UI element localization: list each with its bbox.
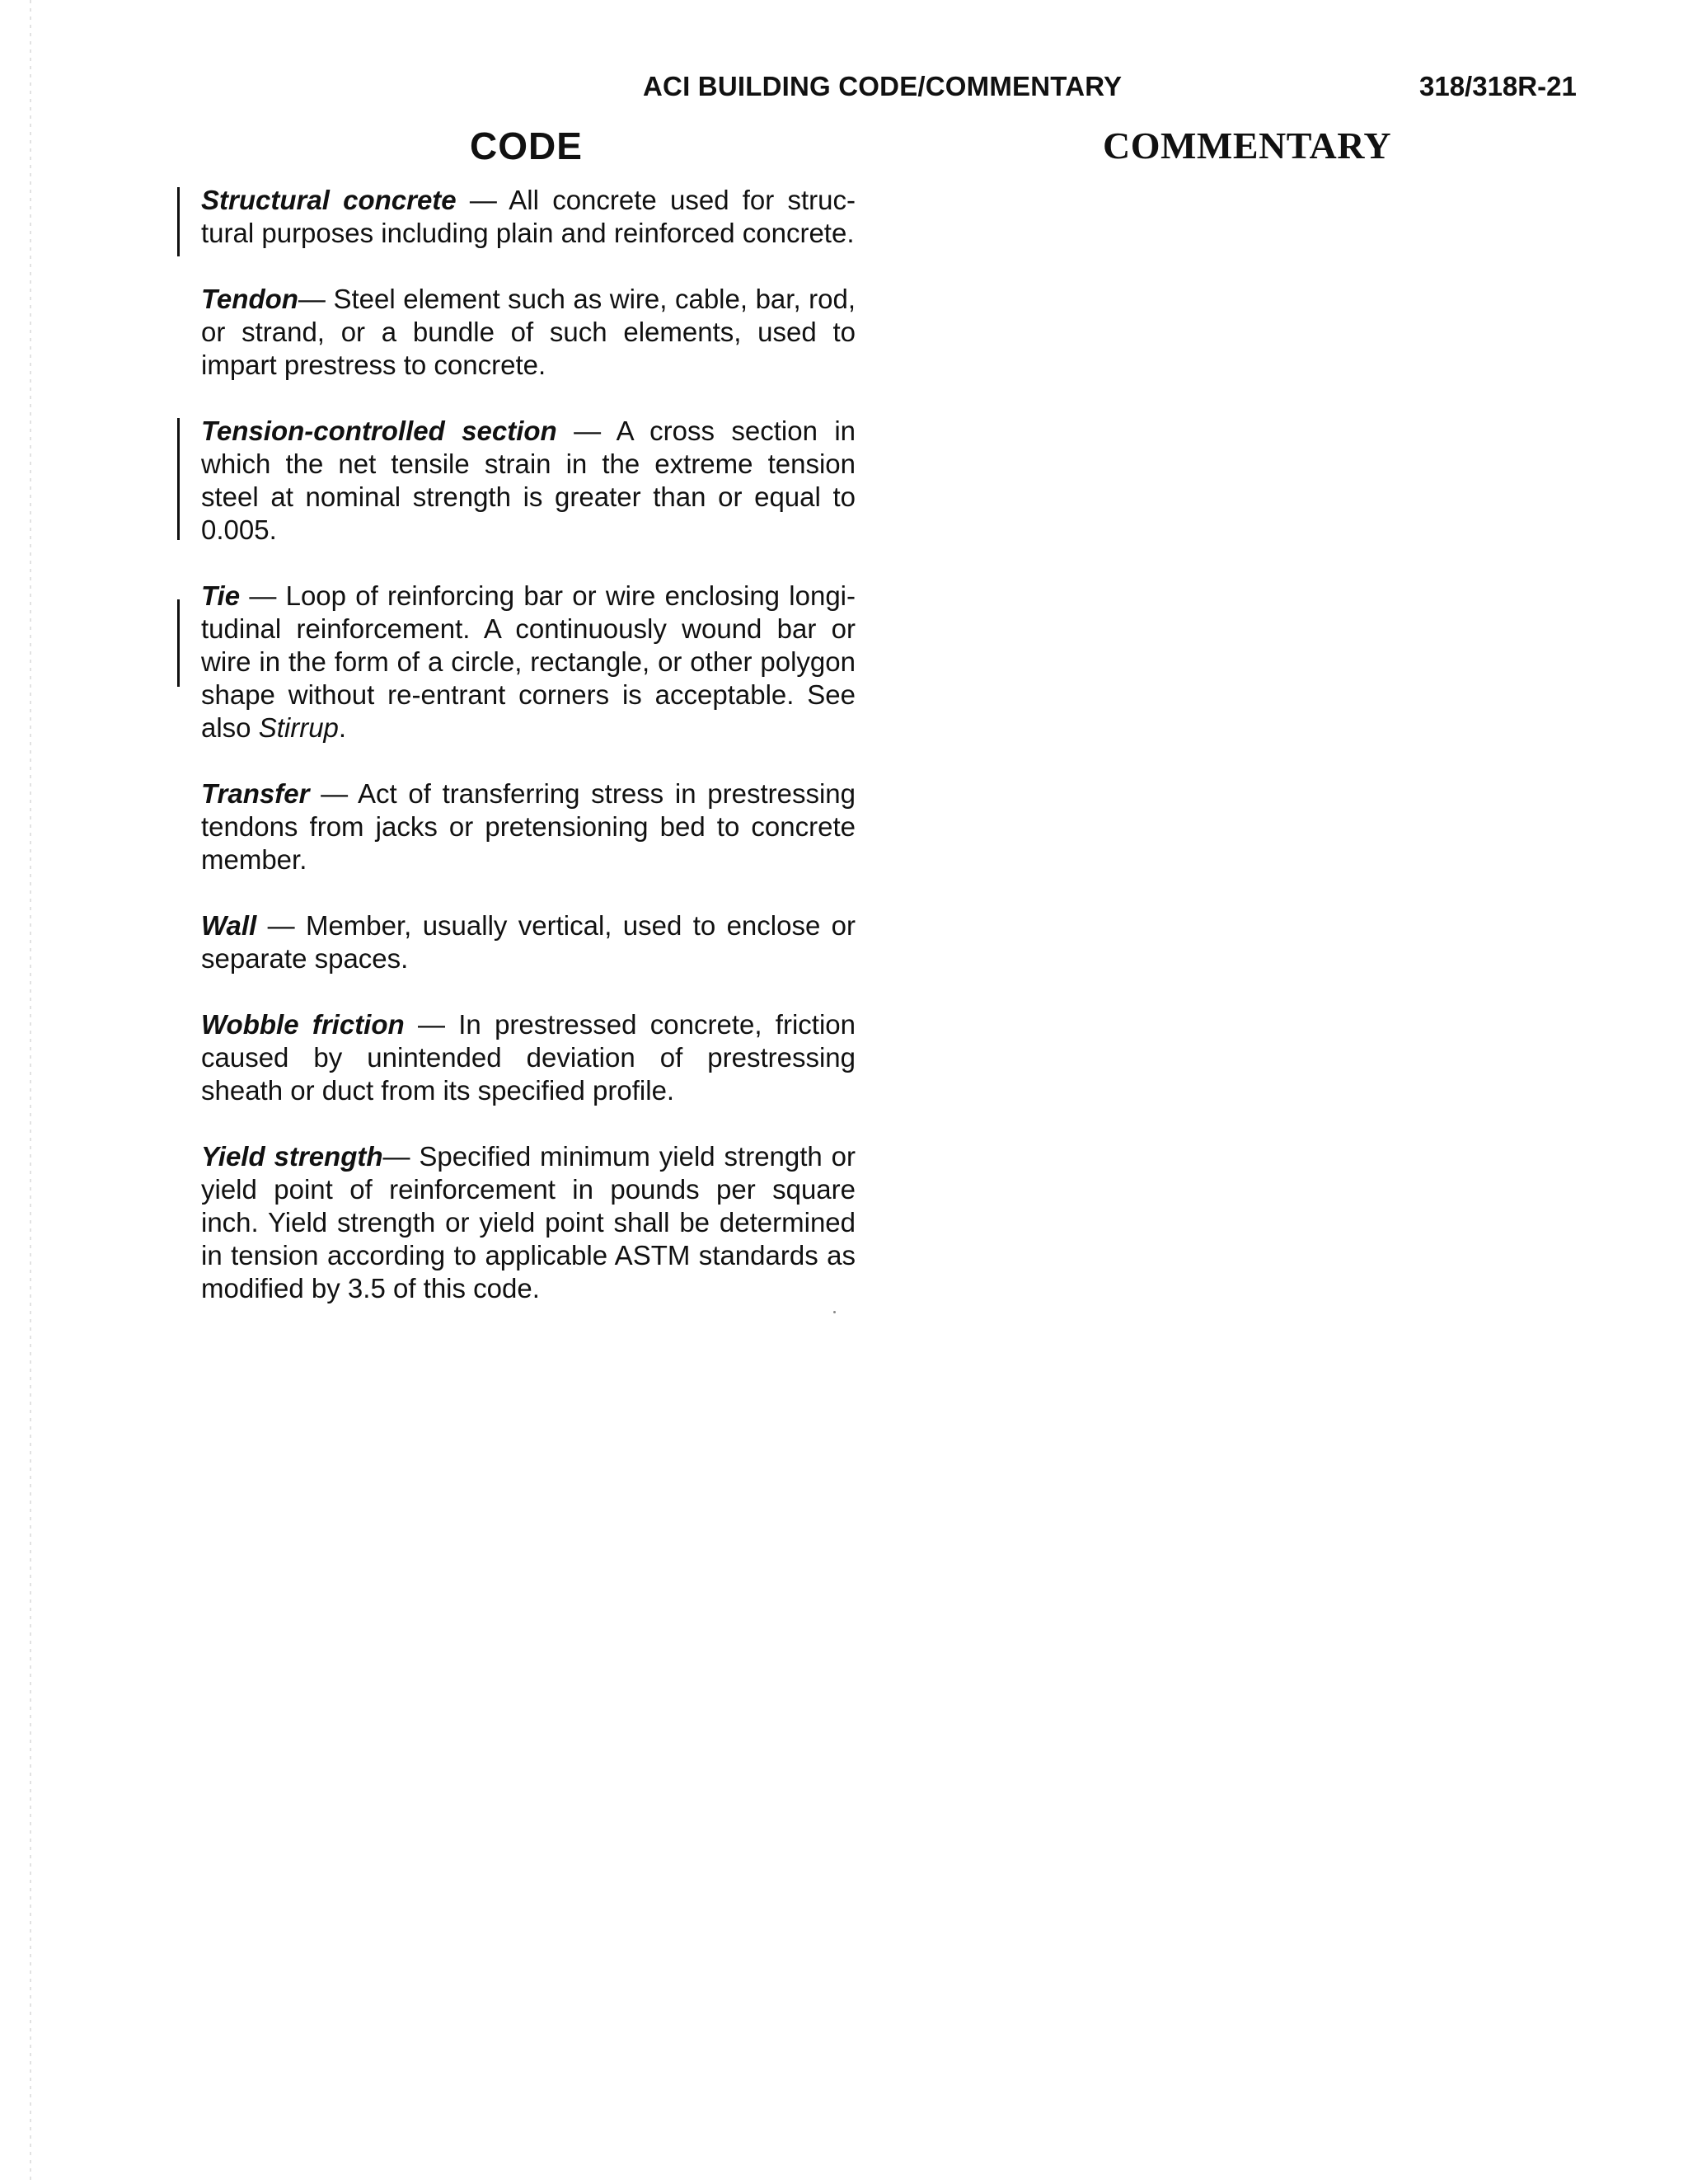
definition-term: Wall bbox=[201, 910, 257, 941]
code-column bbox=[201, 184, 856, 1338]
definition-term: Transfer bbox=[201, 778, 310, 809]
change-bar bbox=[177, 418, 180, 540]
definition-term: Wobble friction bbox=[201, 1009, 405, 1040]
running-header: ACI BUILDING CODE/COMMENTARY bbox=[643, 71, 1123, 101]
definition-text: All concrete used for structural purposes including plain and reinforced concrete. bbox=[201, 185, 856, 248]
change-bar bbox=[177, 187, 180, 256]
definition-tie bbox=[201, 580, 856, 744]
em-dash: — bbox=[267, 910, 295, 941]
definition-wall bbox=[201, 909, 856, 975]
definition-text: Specified minimum yield strength or yield point of reinforcement in pounds per square inch. Yield strength or yield point shall be determined in tension according to applicable ASTM standards as modified by 3.5 of this code. bbox=[201, 1141, 856, 1303]
em-dash: — bbox=[298, 284, 326, 314]
definition-wobble-friction bbox=[201, 1008, 856, 1107]
definition-transfer bbox=[201, 777, 856, 876]
definition-tendon bbox=[201, 283, 856, 382]
change-bar bbox=[177, 599, 180, 687]
commentary-column-heading: COMMENTARY bbox=[1103, 124, 1392, 167]
em-dash: — bbox=[469, 185, 497, 215]
em-dash: — bbox=[417, 1009, 445, 1040]
definition-structural-concrete bbox=[201, 184, 856, 250]
scan-page-edge bbox=[30, 0, 31, 2184]
code-column-heading: CODE bbox=[470, 124, 583, 167]
definition-term: Tendon bbox=[201, 284, 298, 314]
definition-term: Structural concrete bbox=[201, 185, 457, 215]
definition-text: In prestressed concrete, friction caused by unintended deviation of prestressing sheath or duct from its specified profile. bbox=[201, 1009, 856, 1106]
em-dash: — bbox=[574, 416, 602, 446]
definition-tail: . bbox=[338, 712, 347, 743]
definition-yield-strength bbox=[201, 1140, 856, 1305]
definition-tension-controlled-section bbox=[201, 415, 856, 547]
definition-text: Act of transferring stress in prestressing tendons from jacks or pretensioning bed to concrete member. bbox=[201, 778, 856, 875]
definition-term: Tension-controlled section bbox=[201, 416, 557, 446]
definition-text: Member, usually vertical, used to enclose or separate spaces. bbox=[201, 910, 856, 974]
em-dash: — bbox=[249, 580, 277, 611]
definition-term: Yield strength bbox=[201, 1141, 383, 1172]
em-dash: — bbox=[382, 1141, 410, 1172]
page-number: 318/318R-21 bbox=[1419, 71, 1577, 101]
definition-text: Loop of reinforcing bar or wire enclosing longitudinal reinforcement. A continuously wound bar or wire in the form of a circle, rectangle, or other polygon shape without re-entrant corners is acceptable. See also bbox=[201, 580, 856, 743]
definition-text: Steel element such as wire, cable, bar, rod, or strand, or a bundle of such elements, used to impart prestress to concrete. bbox=[201, 284, 856, 380]
definition-term: Tie bbox=[201, 580, 241, 611]
cross-reference: Stirrup bbox=[258, 712, 339, 743]
definition-text: A cross section in which the net tensile strain in the extreme tension steel at nominal strength is greater than or equal to 0.005. bbox=[201, 416, 856, 545]
scan-speck bbox=[833, 1311, 836, 1313]
em-dash: — bbox=[321, 778, 349, 809]
